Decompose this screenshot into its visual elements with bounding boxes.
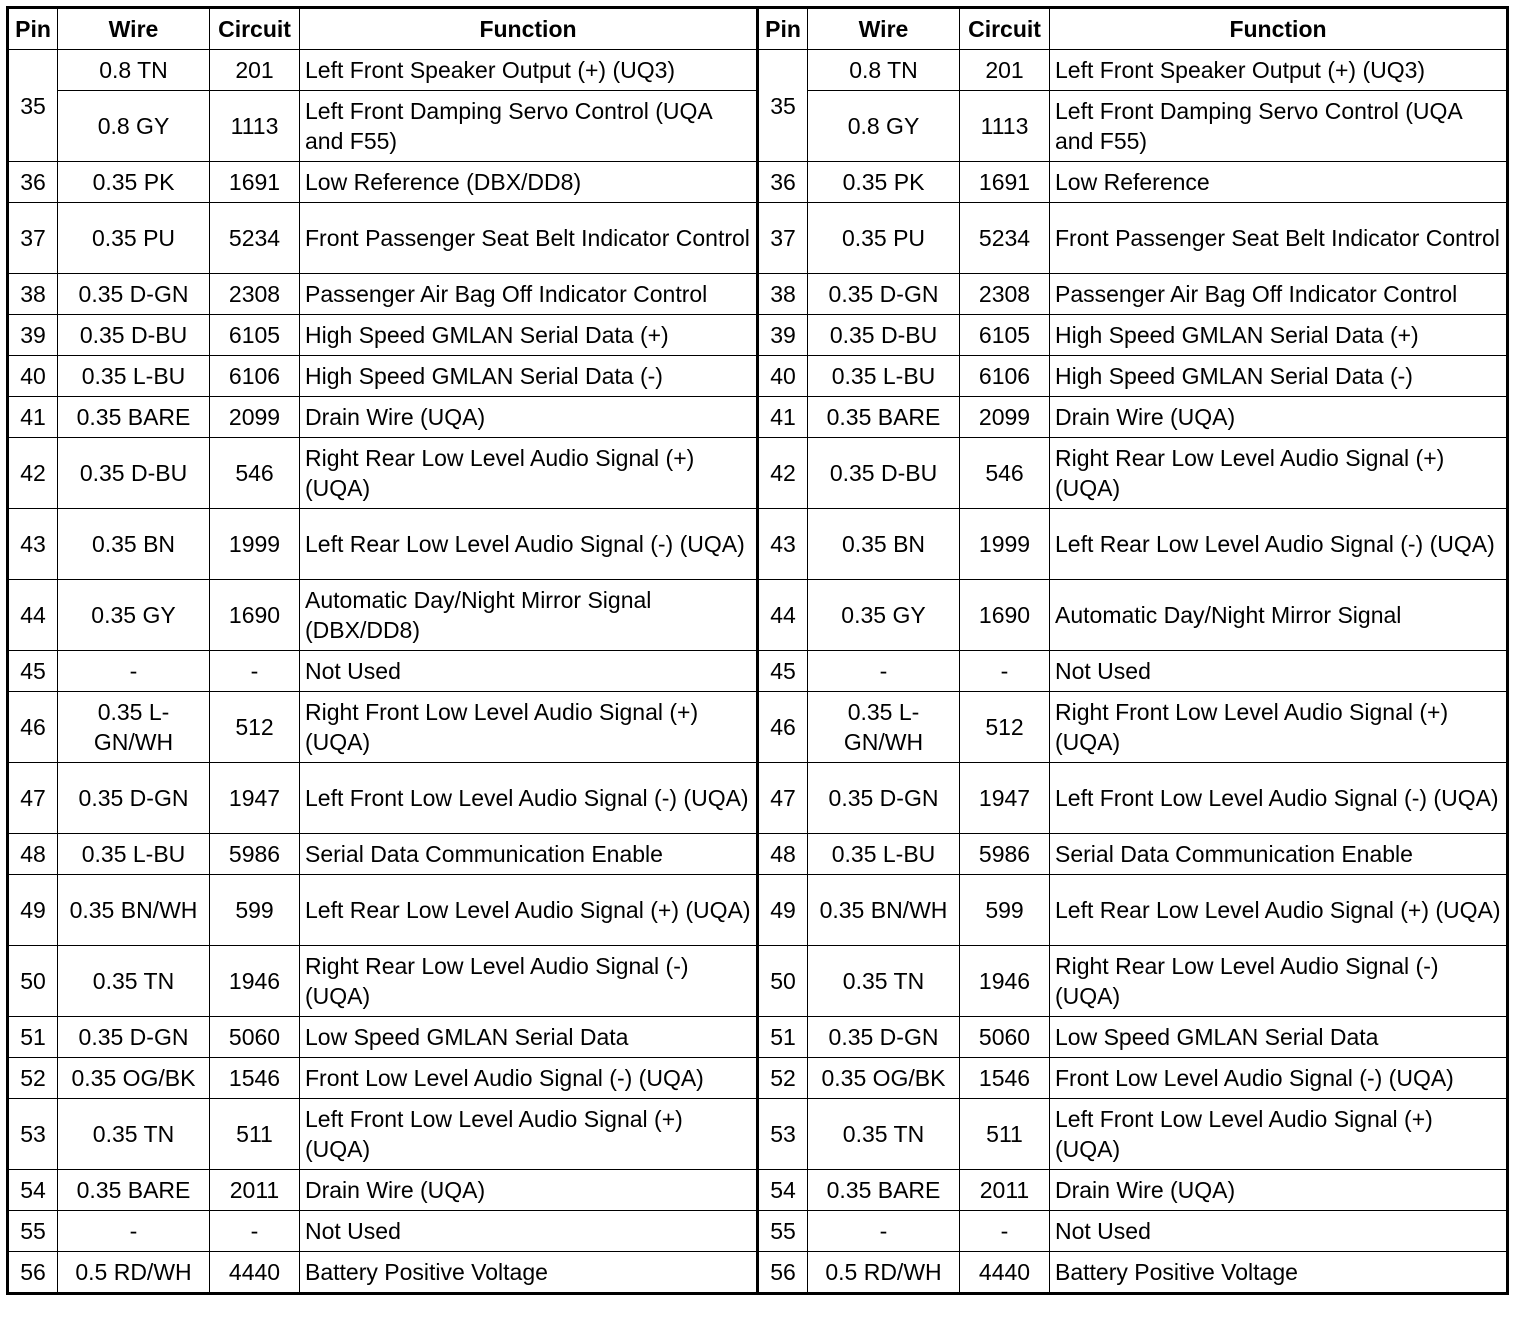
header-circuit: Circuit xyxy=(210,8,300,50)
right-function-cell: Not Used xyxy=(1050,651,1508,692)
left-circuit-cell: 1999 xyxy=(210,509,300,580)
left-pin-cell: 39 xyxy=(8,315,58,356)
left-circuit-cell: 1113 xyxy=(210,91,300,162)
table-row xyxy=(8,356,1508,397)
left-wire-cell: - xyxy=(58,651,210,692)
left-pin-cell: 41 xyxy=(8,397,58,438)
right-wire-cell: 0.35 D-GN xyxy=(808,1017,960,1058)
left-function-cell: Battery Positive Voltage xyxy=(300,1252,758,1294)
left-pin-cell: 38 xyxy=(8,274,58,315)
right-pin-cell: 50 xyxy=(758,946,808,1017)
right-wire-cell: 0.35 L-BU xyxy=(808,356,960,397)
left-wire-cell: 0.35 TN xyxy=(58,1099,210,1170)
right-circuit-cell: 1113 xyxy=(960,91,1050,162)
left-circuit-cell: 2011 xyxy=(210,1170,300,1211)
left-pin-cell: 40 xyxy=(8,356,58,397)
right-wire-cell: 0.8 TN xyxy=(808,50,960,91)
left-wire-cell: 0.35 L-BU xyxy=(58,834,210,875)
table-row xyxy=(8,50,1508,91)
left-circuit-cell: 6106 xyxy=(210,356,300,397)
left-function-cell: Left Front Low Level Audio Signal (-) (UQA) xyxy=(300,763,758,834)
left-function-cell: Right Rear Low Level Audio Signal (+) (UQA) xyxy=(300,438,758,509)
left-pin-cell: 48 xyxy=(8,834,58,875)
right-pin-cell: 47 xyxy=(758,763,808,834)
right-pin-cell: 38 xyxy=(758,274,808,315)
right-circuit-cell: 511 xyxy=(960,1099,1050,1170)
right-wire-cell: 0.35 GY xyxy=(808,580,960,651)
right-function-cell: Low Speed GMLAN Serial Data xyxy=(1050,1017,1508,1058)
right-function-cell: Left Front Low Level Audio Signal (-) (UQA) xyxy=(1050,763,1508,834)
left-circuit-cell: 599 xyxy=(210,875,300,946)
right-circuit-cell: 512 xyxy=(960,692,1050,763)
left-circuit-cell: 4440 xyxy=(210,1252,300,1294)
header-circuit: Circuit xyxy=(960,8,1050,50)
right-circuit-cell: 1947 xyxy=(960,763,1050,834)
right-pin-cell: 42 xyxy=(758,438,808,509)
right-circuit-cell: 1999 xyxy=(960,509,1050,580)
left-wire-cell: 0.8 GY xyxy=(58,91,210,162)
table-row xyxy=(8,1170,1508,1211)
left-wire-cell: 0.8 TN xyxy=(58,50,210,91)
header-pin: Pin xyxy=(8,8,58,50)
right-function-cell: Front Passenger Seat Belt Indicator Control xyxy=(1050,203,1508,274)
right-circuit-cell: 1546 xyxy=(960,1058,1050,1099)
table-row xyxy=(8,162,1508,203)
table-row xyxy=(8,651,1508,692)
right-function-cell: Left Front Low Level Audio Signal (+) (UQA) xyxy=(1050,1099,1508,1170)
right-pin-cell: 39 xyxy=(758,315,808,356)
right-pin-cell: 54 xyxy=(758,1170,808,1211)
right-function-cell: Left Front Damping Servo Control (UQA and F55) xyxy=(1050,91,1508,162)
table-row xyxy=(8,203,1508,274)
right-wire-cell: 0.8 GY xyxy=(808,91,960,162)
right-circuit-cell: 1690 xyxy=(960,580,1050,651)
right-wire-cell: - xyxy=(808,651,960,692)
left-wire-cell: 0.35 D-BU xyxy=(58,438,210,509)
left-wire-cell: - xyxy=(58,1211,210,1252)
left-function-cell: Left Front Damping Servo Control (UQA and F55) xyxy=(300,91,758,162)
left-circuit-cell: 1947 xyxy=(210,763,300,834)
left-pin-cell: 42 xyxy=(8,438,58,509)
right-function-cell: Right Front Low Level Audio Signal (+) (UQA) xyxy=(1050,692,1508,763)
right-wire-cell: 0.5 RD/WH xyxy=(808,1252,960,1294)
left-wire-cell: 0.35 D-GN xyxy=(58,274,210,315)
left-wire-cell: 0.35 OG/BK xyxy=(58,1058,210,1099)
right-function-cell: Drain Wire (UQA) xyxy=(1050,1170,1508,1211)
left-pin-cell: 55 xyxy=(8,1211,58,1252)
left-function-cell: High Speed GMLAN Serial Data (+) xyxy=(300,315,758,356)
right-circuit-cell: 5060 xyxy=(960,1017,1050,1058)
right-pin-cell: 48 xyxy=(758,834,808,875)
left-pin-cell: 43 xyxy=(8,509,58,580)
table-row xyxy=(8,315,1508,356)
right-circuit-cell: 5986 xyxy=(960,834,1050,875)
left-circuit-cell: 1546 xyxy=(210,1058,300,1099)
left-function-cell: Serial Data Communication Enable xyxy=(300,834,758,875)
left-wire-cell: 0.35 BN xyxy=(58,509,210,580)
right-pin-cell: 52 xyxy=(758,1058,808,1099)
table-row xyxy=(8,438,1508,509)
right-wire-cell: 0.35 BN xyxy=(808,509,960,580)
right-circuit-cell: 2011 xyxy=(960,1170,1050,1211)
table-row xyxy=(8,692,1508,763)
left-circuit-cell: 511 xyxy=(210,1099,300,1170)
left-pin-cell: 49 xyxy=(8,875,58,946)
left-pin-cell: 51 xyxy=(8,1017,58,1058)
left-wire-cell: 0.35 D-GN xyxy=(58,1017,210,1058)
right-circuit-cell: 599 xyxy=(960,875,1050,946)
left-wire-cell: 0.5 RD/WH xyxy=(58,1252,210,1294)
left-function-cell: Front Passenger Seat Belt Indicator Control xyxy=(300,203,758,274)
left-pin-cell: 52 xyxy=(8,1058,58,1099)
table-row xyxy=(8,1017,1508,1058)
right-pin-cell: 37 xyxy=(758,203,808,274)
right-pin-cell: 55 xyxy=(758,1211,808,1252)
right-circuit-cell: 201 xyxy=(960,50,1050,91)
right-pin-cell: 43 xyxy=(758,509,808,580)
header-wire: Wire xyxy=(808,8,960,50)
table-row xyxy=(8,1099,1508,1170)
right-function-cell: Front Low Level Audio Signal (-) (UQA) xyxy=(1050,1058,1508,1099)
table-row xyxy=(8,834,1508,875)
left-wire-cell: 0.35 D-BU xyxy=(58,315,210,356)
left-pin-cell: 35 xyxy=(8,50,58,162)
left-function-cell: Left Front Speaker Output (+) (UQ3) xyxy=(300,50,758,91)
left-function-cell: Drain Wire (UQA) xyxy=(300,1170,758,1211)
right-wire-cell: 0.35 PK xyxy=(808,162,960,203)
right-wire-cell: 0.35 D-BU xyxy=(808,315,960,356)
left-wire-cell: 0.35 TN xyxy=(58,946,210,1017)
right-function-cell: Passenger Air Bag Off Indicator Control xyxy=(1050,274,1508,315)
table-row xyxy=(8,580,1508,651)
left-function-cell: Left Rear Low Level Audio Signal (+) (UQA) xyxy=(300,875,758,946)
left-function-cell: Low Speed GMLAN Serial Data xyxy=(300,1017,758,1058)
left-wire-cell: 0.35 PU xyxy=(58,203,210,274)
left-circuit-cell: - xyxy=(210,1211,300,1252)
left-wire-cell: 0.35 PK xyxy=(58,162,210,203)
right-wire-cell: 0.35 L-GN/WH xyxy=(808,692,960,763)
left-circuit-cell: 6105 xyxy=(210,315,300,356)
right-wire-cell: 0.35 TN xyxy=(808,1099,960,1170)
right-function-cell: Left Rear Low Level Audio Signal (+) (UQA) xyxy=(1050,875,1508,946)
header-pin: Pin xyxy=(758,8,808,50)
table-row xyxy=(8,397,1508,438)
table-row xyxy=(8,1211,1508,1252)
left-circuit-cell: 546 xyxy=(210,438,300,509)
right-circuit-cell: 2099 xyxy=(960,397,1050,438)
left-function-cell: Not Used xyxy=(300,651,758,692)
left-circuit-cell: 5986 xyxy=(210,834,300,875)
left-function-cell: Front Low Level Audio Signal (-) (UQA) xyxy=(300,1058,758,1099)
left-pin-cell: 36 xyxy=(8,162,58,203)
right-function-cell: Serial Data Communication Enable xyxy=(1050,834,1508,875)
right-function-cell: Not Used xyxy=(1050,1211,1508,1252)
right-wire-cell: - xyxy=(808,1211,960,1252)
left-circuit-cell: 512 xyxy=(210,692,300,763)
left-circuit-cell: 201 xyxy=(210,50,300,91)
left-function-cell: Right Front Low Level Audio Signal (+) (UQA) xyxy=(300,692,758,763)
left-function-cell: Left Rear Low Level Audio Signal (-) (UQA) xyxy=(300,509,758,580)
left-wire-cell: 0.35 BARE xyxy=(58,1170,210,1211)
right-circuit-cell: 1946 xyxy=(960,946,1050,1017)
right-pin-cell: 46 xyxy=(758,692,808,763)
left-circuit-cell: 5234 xyxy=(210,203,300,274)
left-pin-cell: 47 xyxy=(8,763,58,834)
table-row xyxy=(8,509,1508,580)
right-pin-cell: 44 xyxy=(758,580,808,651)
right-pin-cell: 51 xyxy=(758,1017,808,1058)
right-function-cell: Automatic Day/Night Mirror Signal xyxy=(1050,580,1508,651)
left-function-cell: High Speed GMLAN Serial Data (-) xyxy=(300,356,758,397)
right-function-cell: Left Front Speaker Output (+) (UQ3) xyxy=(1050,50,1508,91)
left-pin-cell: 37 xyxy=(8,203,58,274)
left-wire-cell: 0.35 BARE xyxy=(58,397,210,438)
table-row xyxy=(8,763,1508,834)
right-circuit-cell: 5234 xyxy=(960,203,1050,274)
right-pin-cell: 35 xyxy=(758,50,808,162)
table-row xyxy=(8,1058,1508,1099)
right-circuit-cell: 4440 xyxy=(960,1252,1050,1294)
right-wire-cell: 0.35 TN xyxy=(808,946,960,1017)
right-circuit-cell: 6105 xyxy=(960,315,1050,356)
left-pin-cell: 45 xyxy=(8,651,58,692)
left-function-cell: Passenger Air Bag Off Indicator Control xyxy=(300,274,758,315)
right-circuit-cell: 6106 xyxy=(960,356,1050,397)
right-wire-cell: 0.35 D-GN xyxy=(808,274,960,315)
left-function-cell: Not Used xyxy=(300,1211,758,1252)
table-row xyxy=(8,274,1508,315)
left-circuit-cell: 1946 xyxy=(210,946,300,1017)
right-pin-cell: 56 xyxy=(758,1252,808,1294)
right-wire-cell: 0.35 BARE xyxy=(808,1170,960,1211)
left-function-cell: Automatic Day/Night Mirror Signal (DBX/DD8) xyxy=(300,580,758,651)
right-wire-cell: 0.35 D-BU xyxy=(808,438,960,509)
table-row xyxy=(8,946,1508,1017)
right-pin-cell: 53 xyxy=(758,1099,808,1170)
right-wire-cell: 0.35 BN/WH xyxy=(808,875,960,946)
left-function-cell: Drain Wire (UQA) xyxy=(300,397,758,438)
left-pin-cell: 56 xyxy=(8,1252,58,1294)
right-function-cell: Right Rear Low Level Audio Signal (-) (UQA) xyxy=(1050,946,1508,1017)
right-function-cell: Right Rear Low Level Audio Signal (+) (UQA) xyxy=(1050,438,1508,509)
left-pin-cell: 53 xyxy=(8,1099,58,1170)
right-pin-cell: 36 xyxy=(758,162,808,203)
left-pin-cell: 44 xyxy=(8,580,58,651)
left-wire-cell: 0.35 BN/WH xyxy=(58,875,210,946)
right-pin-cell: 40 xyxy=(758,356,808,397)
right-circuit-cell: 546 xyxy=(960,438,1050,509)
table-row xyxy=(8,875,1508,946)
left-function-cell: Right Rear Low Level Audio Signal (-) (UQA) xyxy=(300,946,758,1017)
left-wire-cell: 0.35 GY xyxy=(58,580,210,651)
left-circuit-cell: 2099 xyxy=(210,397,300,438)
right-wire-cell: 0.35 PU xyxy=(808,203,960,274)
header-function: Function xyxy=(300,8,758,50)
right-function-cell: Left Rear Low Level Audio Signal (-) (UQA) xyxy=(1050,509,1508,580)
connector-pinout-table xyxy=(6,6,1509,1295)
header-row xyxy=(8,8,1508,50)
left-circuit-cell: - xyxy=(210,651,300,692)
right-wire-cell: 0.35 BARE xyxy=(808,397,960,438)
right-circuit-cell: 2308 xyxy=(960,274,1050,315)
right-function-cell: Low Reference xyxy=(1050,162,1508,203)
left-circuit-cell: 1691 xyxy=(210,162,300,203)
right-circuit-cell: 1691 xyxy=(960,162,1050,203)
header-function: Function xyxy=(1050,8,1508,50)
right-pin-cell: 49 xyxy=(758,875,808,946)
header-wire: Wire xyxy=(58,8,210,50)
right-circuit-cell: - xyxy=(960,651,1050,692)
right-wire-cell: 0.35 D-GN xyxy=(808,763,960,834)
right-wire-cell: 0.35 OG/BK xyxy=(808,1058,960,1099)
right-function-cell: Battery Positive Voltage xyxy=(1050,1252,1508,1294)
right-function-cell: High Speed GMLAN Serial Data (-) xyxy=(1050,356,1508,397)
left-function-cell: Left Front Low Level Audio Signal (+) (UQA) xyxy=(300,1099,758,1170)
left-circuit-cell: 2308 xyxy=(210,274,300,315)
left-wire-cell: 0.35 L-BU xyxy=(58,356,210,397)
left-pin-cell: 54 xyxy=(8,1170,58,1211)
right-function-cell: High Speed GMLAN Serial Data (+) xyxy=(1050,315,1508,356)
right-wire-cell: 0.35 L-BU xyxy=(808,834,960,875)
left-circuit-cell: 1690 xyxy=(210,580,300,651)
left-wire-cell: 0.35 L-GN/WH xyxy=(58,692,210,763)
left-pin-cell: 50 xyxy=(8,946,58,1017)
right-pin-cell: 41 xyxy=(758,397,808,438)
right-circuit-cell: - xyxy=(960,1211,1050,1252)
right-pin-cell: 45 xyxy=(758,651,808,692)
left-function-cell: Low Reference (DBX/DD8) xyxy=(300,162,758,203)
left-wire-cell: 0.35 D-GN xyxy=(58,763,210,834)
left-pin-cell: 46 xyxy=(8,692,58,763)
table-row xyxy=(8,1252,1508,1294)
right-function-cell: Drain Wire (UQA) xyxy=(1050,397,1508,438)
left-circuit-cell: 5060 xyxy=(210,1017,300,1058)
